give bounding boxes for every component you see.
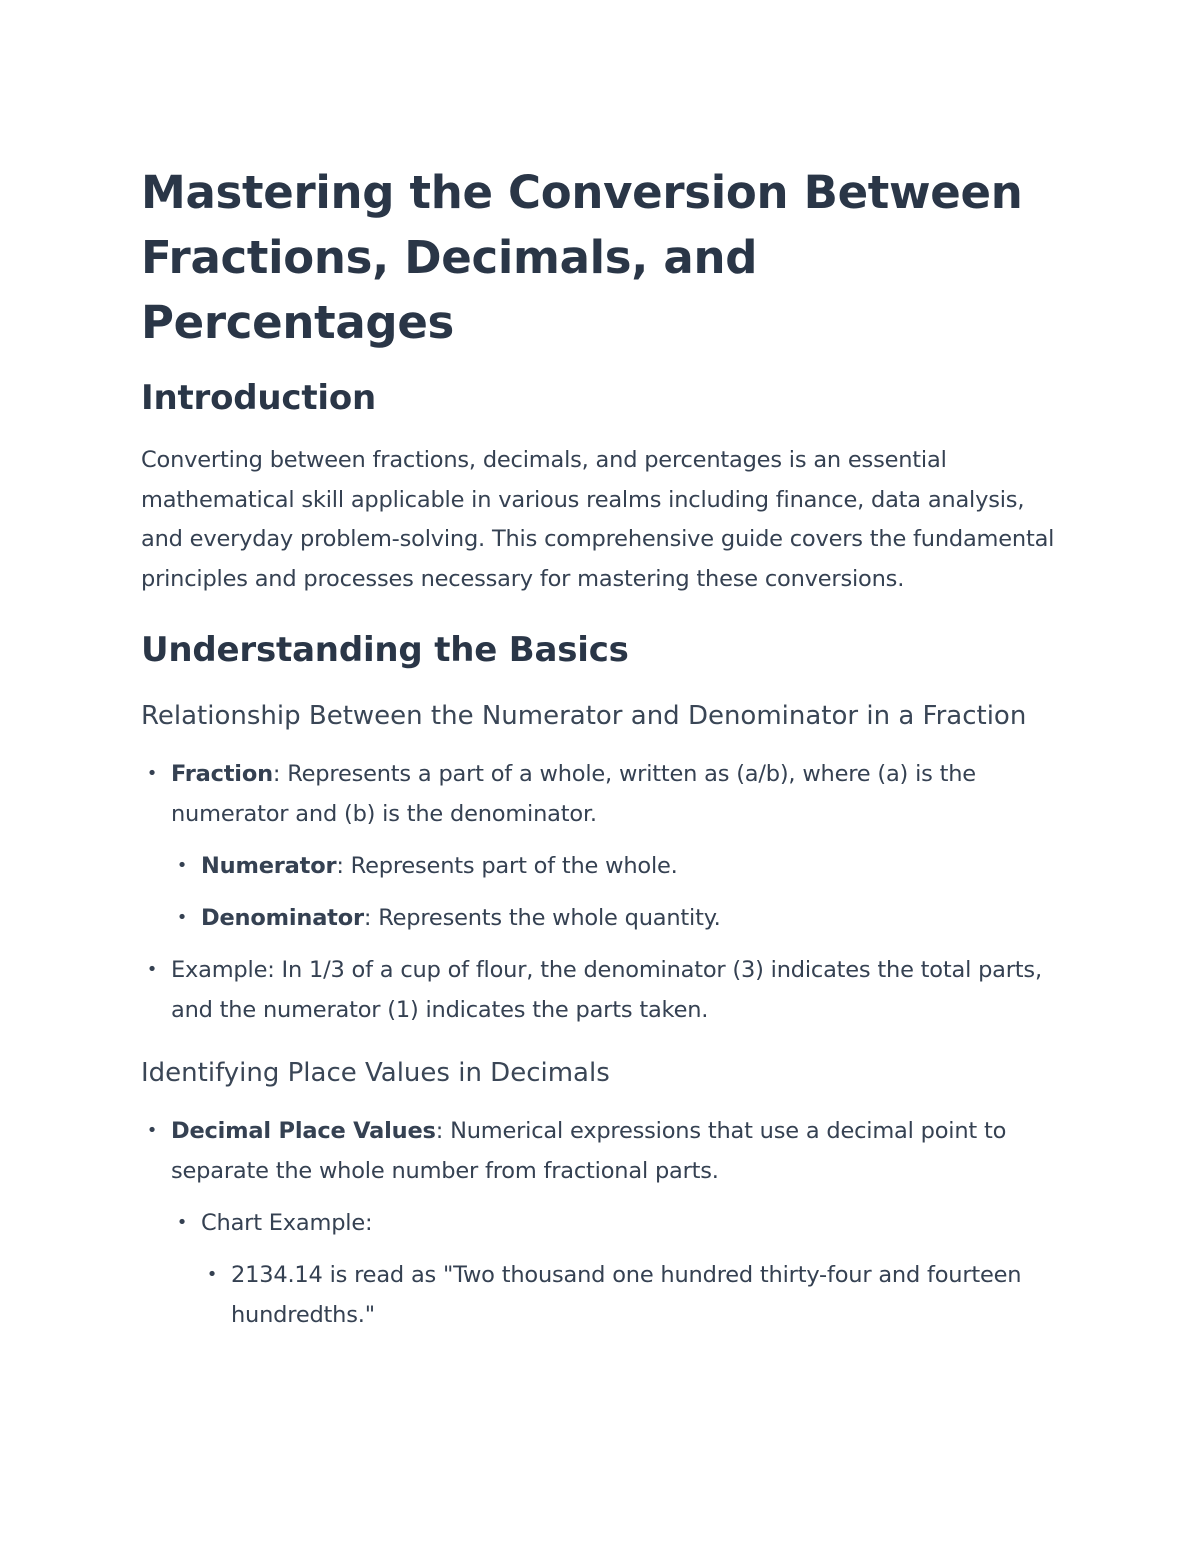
list-item-chart-example [176, 1203, 1056, 1335]
bullet-icon: • [146, 763, 158, 784]
bullet-icon: • [176, 855, 188, 876]
fraction-term: Fraction [171, 761, 273, 787]
document-title: Mastering the Conversion Between Fractions, Decimals, and Percentages [141, 166, 1023, 349]
list-item-reading [206, 1255, 1056, 1335]
intro-paragraph: Converting between fractions, decimals, and percentages is an essential mathematical skill applicable in various realms including finance, data analysis, and everyday problem-solving. This comprehensive guide covers the fundamental principles and processes necessary for mastering these conversions. [141, 447, 1055, 592]
decimal-place-values-term: Decimal Place Values [171, 1118, 436, 1144]
list-item-decimal-place-values [146, 1111, 1056, 1335]
fraction-example: Example: In 1/3 of a cup of flour, the denominator (3) indicates the total parts, and the numerator (1) indicates the parts taken. [171, 957, 1042, 1023]
decimal-reading: 2134.14 is read as "Two thousand one hundred thirty-four and fourteen hundredths." [231, 1262, 1022, 1328]
basics-heading: Understanding the Basics [141, 630, 629, 670]
decimal-place-values-definition: : Numerical expressions that use a decimal point to separate the whole number from fractional parts. [171, 1118, 1007, 1184]
numerator-definition: : Represents part of the whole. [336, 853, 678, 879]
list-item-denominator [176, 898, 1056, 938]
relationship-heading: Relationship Between the Numerator and Denominator in a Fraction [141, 701, 1027, 731]
chart-example-label: Chart Example: [201, 1210, 373, 1236]
list-item-example [146, 950, 1056, 1030]
denominator-definition: : Represents the whole quantity. [363, 905, 721, 931]
fraction-list [141, 754, 1056, 1030]
numerator-term: Numerator [201, 853, 337, 879]
list-item-fraction [146, 754, 1056, 938]
list-item-numerator [176, 846, 1056, 886]
bullet-icon: • [176, 907, 188, 928]
bullet-icon: • [176, 1212, 188, 1233]
bullet-icon: • [206, 1264, 218, 1285]
bullet-icon: • [146, 959, 158, 980]
denominator-term: Denominator [201, 905, 364, 931]
document-page [141, 160, 1056, 1347]
place-values-heading: Identifying Place Values in Decimals [141, 1058, 610, 1088]
place-values-list [141, 1111, 1056, 1335]
fraction-definition: : Represents a part of a whole, written as (a/b), where (a) is the numerator and (b) is the denominator. [171, 761, 976, 827]
intro-heading: Introduction [141, 378, 377, 418]
place-values-sublist [171, 1203, 1056, 1335]
bullet-icon: • [146, 1120, 158, 1141]
fraction-sublist [171, 846, 1056, 938]
chart-example-sublist [201, 1255, 1056, 1335]
